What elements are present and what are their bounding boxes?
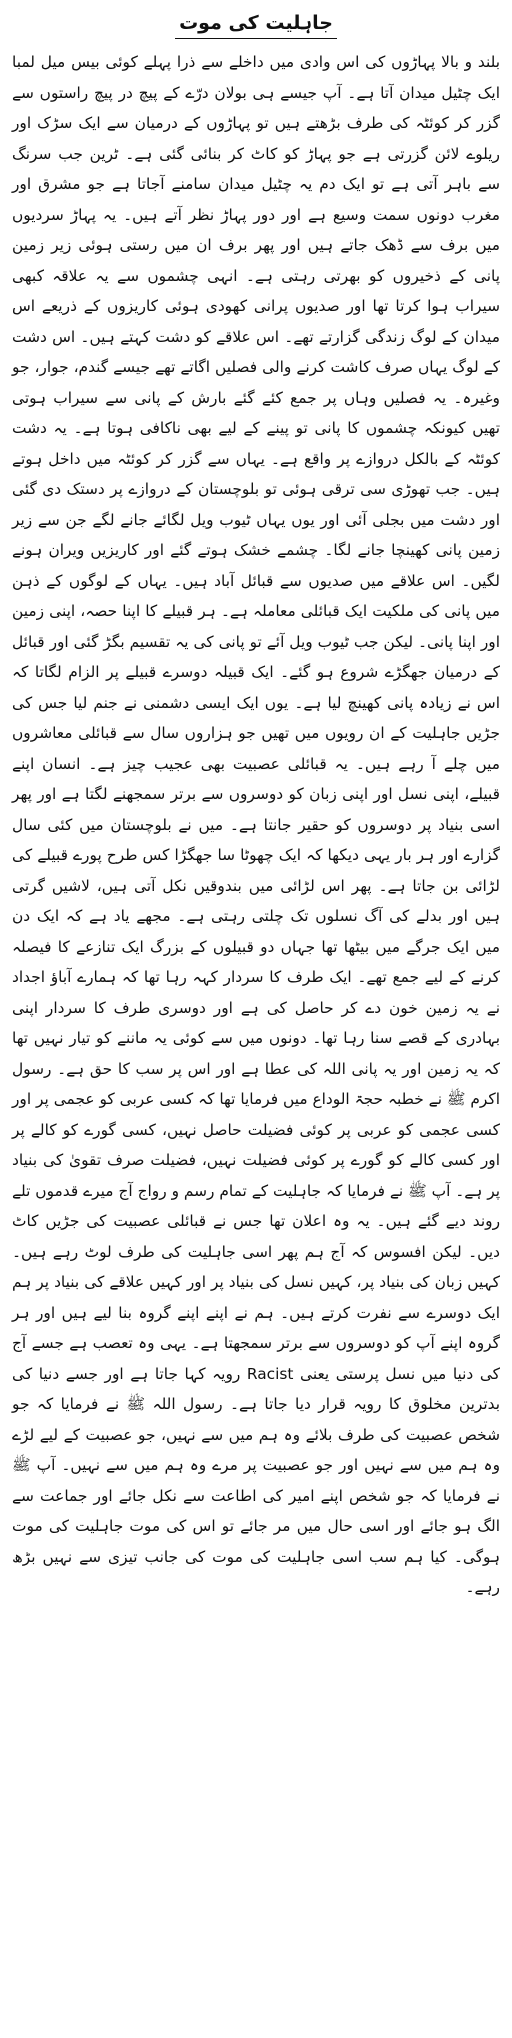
article-paragraph: اس دشت کے لوگ یہاں صرف کاشت کرنے والی فصلیں اگاتے تھے جیسے گندم، جوار، جو وغیرہ۔ یہ فصلیں وہاں پر جمع کئے گئے بارش کے پانی سے سیراب ہوتی تھیں کیونکہ چشموں کا پانی تو پینے کے لیے بھی ناکافی ہوتا ہے۔ یہ دشت کوئٹہ کے بالکل دروازے پر واقع ہے۔ یہاں سے گزر کر کوئٹہ میں داخل ہوتے ہیں۔ جب تھوڑی سی ترقی ہوئی تو بلوچستان کے دروازے پر دستک دی گئی اور دشت میں بجلی آئی اور یوں یہاں ٹیوب ویل لگائے جانے لگے جن سے زیر زمین پانی کھینچا جانے لگا۔ چشمے خشک ہوتے گئے اور کاریزیں ویران ہونے لگیں۔ [12,327,500,590]
headline-container [12,8,500,39]
article-body [12,47,500,1603]
article-paragraph: لیکن افسوس کہ آج ہم پھر اسی جاہلیت کی طرف لوٹ رہے ہیں۔ کہیں زبان کی بنیاد پر، کہیں نسل کی بنیاد پر اور کہیں علاقے کی بنیاد پر ہم ایک دوسرے سے نفرت کرتے ہیں۔ ہم نے اپنے اپنے گروہ بنا لیے ہیں اور ہر گروہ اپنے آپ کو دوسروں سے برتر سمجھتا ہے۔ یہی وہ تعصب ہے جسے آج کی دنیا میں نسل پرستی یعنی Racist رویہ کہا جاتا ہے اور جسے دنیا کی بدترین مخلوق کا رویہ قرار دیا جاتا ہے۔ [12,1242,500,1413]
article-paragraph: رسول اللہ ﷺ نے فرمایا کہ جو شخص عصبیت کی طرف بلائے وہ ہم میں سے نہیں، جو عصبیت کے لیے لڑے وہ ہم میں سے نہیں اور جو عصبیت پر مرے وہ ہم میں سے نہیں۔ آپ ﷺ نے فرمایا کہ جو شخص اپنے امیر کی اطاعت سے نکل جائے اور جماعت سے الگ ہو جائے اور اسی حال میں مر جائے تو اس کی موت جاہلیت کی موت ہوگی۔ کیا ہم سب اسی جاہلیت کی موت کی جانب تیزی سے نہیں بڑھ رہے۔ [12,1395,500,1596]
article-paragraph: رسول اکرم ﷺ نے خطبہ حجۃ الوداع میں فرمایا تھا کہ کسی عربی کو عجمی پر اور کسی عجمی کو عربی پر کوئی فضیلت حاصل نہیں، کسی گورے کو کالے پر اور کسی کالے کو گورے پر کوئی فضیلت نہیں، فضیلت صرف تقویٰ کی بنیاد پر ہے۔ آپ ﷺ نے فرمایا کہ جاہلیت کے تمام رسم و رواج آج میرے قدموں تلے روند دیے گئے ہیں۔ یہ وہ اعلان تھا جس نے قبائلی عصبیت کی جڑیں کاٹ دیں۔ [12,1059,500,1261]
article-paragraph: یہ قبائلی عصبیت بھی عجیب چیز ہے۔ انسان اپنے قبیلے، اپنی نسل اور اپنی زبان کو دوسروں سے برتر سمجھنے لگتا ہے اور پھر اسی بنیاد پر دوسروں کو حقیر جانتا ہے۔ میں نے بلوچستان میں کئی سال گزارے اور ہر بار یہی دیکھا کہ ایک چھوٹا سا جھگڑا کس طرح پورے قبیلے کی لڑائی بن جاتا ہے۔ پھر اس لڑائی میں بندوقیں نکل آتی ہیں، لاشیں گرتی ہیں اور بدلے کی آگ نسلوں تک چلتی رہتی ہے۔ [12,754,501,925]
article-headline: جاہلیت کی موت [175,8,337,39]
article-paragraph: بلند و بالا پہاڑوں کی اس وادی میں داخلے سے ذرا پہلے کوئی بیس میل لمبا ایک چٹیل میدان آتا ہے۔ آپ جیسے ہی بولان درّے کے پیچ در پیچ راستوں سے گزر کر کوئٹہ کی طرف بڑھتے ہیں تو پہاڑوں کے درمیان سے ایک سڑک اور ریلوے لائن گزرتی ہے جو پہاڑ کو کاٹ کر بنائی گئی ہے۔ ٹرین جب سرنگ سے باہر آتی ہے تو ایک دم یہ چٹیل میدان سامنے آجاتا ہے جو مشرق اور مغرب دونوں سمت وسیع ہے اور دور پہاڑ نظر آتے ہیں۔ یہ پہاڑ سردیوں میں برف سے ڈھک جاتے ہیں اور پھر برف ان میں رستی ہوئی زیر زمین پانی کے ذخیروں کو بھرتی رہتی ہے۔ انہی چشموں سے یہ علاقہ کبھی سیراب ہوا کرتا تھا اور صدیوں پرانی کھودی ہوئی کاریزوں کے ذریعے اس میدان کے لوگ زندگی گزارتے تھے۔ اس علاقے کو دشت کہتے ہیں۔ [12,53,500,346]
article-paragraph: مجھے یاد ہے کہ ایک دن میں ایک جرگے میں بیٹھا تھا جہاں دو قبیلوں کے بزرگ ایک تنازعے کا فیصلہ کرنے کے لیے جمع تھے۔ ایک طرف کا سردار کہہ رہا تھا کہ ہمارے آباؤ اجداد نے یہ زمین خون دے کر حاصل کی ہے اور دوسری طرف کا سردار اپنی بہادری کے قصے سنا رہا تھا۔ دونوں میں سے کوئی یہ ماننے کو تیار نہیں تھا کہ یہ زمین اور یہ پانی اللہ کی عطا ہے اور اس پر سب کا حق ہے۔ [12,907,500,1078]
article-paragraph: اس علاقے میں صدیوں سے قبائل آباد ہیں۔ یہاں کے لوگوں کے ذہن میں پانی کی ملکیت ایک قبائلی معاملہ ہے۔ ہر قبیلے کا اپنا حصہ، اپنی زمین اور اپنا پانی۔ لیکن جب ٹیوب ویل آئے تو پانی کی یہ تقسیم بگڑ گئی اور قبائل کے درمیان جھگڑے شروع ہو گئے۔ ایک قبیلہ دوسرے قبیلے پر الزام لگاتا کہ اس نے زیادہ پانی کھینچ لیا ہے۔ یوں ایک ایسی دشمنی نے جنم لیا جس کی جڑیں جاہلیت کے ان رویوں میں تھیں جو ہزاروں سال سے قبائلی معاشروں میں چلے آ رہے ہیں۔ [12,571,500,773]
